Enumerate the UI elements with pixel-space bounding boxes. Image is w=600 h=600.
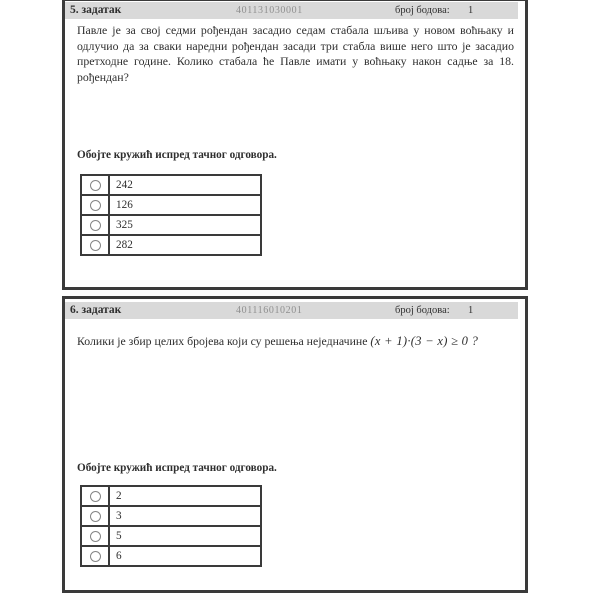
task-6-header — [65, 302, 518, 319]
radio-button[interactable] — [90, 220, 101, 231]
inequality-formula: (x + 1)·(3 − x) ≥ 0 ? — [370, 334, 479, 348]
points-label: број бодова: — [395, 305, 450, 316]
answer-row — [81, 486, 261, 506]
instruction-text: Обојте кружић испред тачног одговора. — [77, 462, 277, 474]
radio-button[interactable] — [90, 180, 101, 191]
answer-option: 325 — [109, 215, 261, 235]
answer-table — [80, 174, 262, 256]
radio-cell — [81, 215, 109, 235]
points-value: 1 — [468, 5, 474, 16]
answer-row — [81, 526, 261, 546]
task-title: 6. задатак — [70, 304, 122, 316]
answer-option: 2 — [109, 486, 261, 506]
answer-table — [80, 485, 262, 567]
answer-option: 6 — [109, 546, 261, 566]
answer-row — [81, 195, 261, 215]
task-5-header — [65, 2, 518, 19]
instruction-text: Обојте кружић испред тачног одговора. — [77, 149, 277, 161]
answer-row — [81, 235, 261, 255]
question-text — [77, 334, 514, 350]
answer-option: 242 — [109, 175, 261, 195]
answer-row — [81, 546, 261, 566]
task-code: 401131030001 — [236, 5, 303, 16]
answer-row — [81, 175, 261, 195]
points-label: број бодова: — [395, 5, 450, 16]
answer-option: 282 — [109, 235, 261, 255]
question-text: Павле је за свој седми рођендан засадио седам стабала шљива у новом воћњаку и одлучио да за сваки наредни рођендан засади три стабла више него што је засадио претходне године. Колико стабала ће Павле имати у воћњаку након садње за 18. рођендан? — [77, 23, 514, 84]
task-title: 5. задатак — [70, 4, 122, 16]
radio-cell — [81, 175, 109, 195]
points-value: 1 — [468, 305, 474, 316]
answer-option: 5 — [109, 526, 261, 546]
task-6-box — [62, 296, 528, 593]
radio-button[interactable] — [90, 511, 101, 522]
radio-cell — [81, 235, 109, 255]
task-5-box — [62, 0, 528, 290]
answer-option: 3 — [109, 506, 261, 526]
radio-cell — [81, 486, 109, 506]
answer-option: 126 — [109, 195, 261, 215]
radio-button[interactable] — [90, 551, 101, 562]
radio-button[interactable] — [90, 531, 101, 542]
radio-button[interactable] — [90, 240, 101, 251]
radio-button[interactable] — [90, 200, 101, 211]
radio-button[interactable] — [90, 491, 101, 502]
task-code: 401116010201 — [236, 305, 303, 316]
radio-cell — [81, 546, 109, 566]
radio-cell — [81, 526, 109, 546]
radio-cell — [81, 506, 109, 526]
radio-cell — [81, 195, 109, 215]
answer-row — [81, 506, 261, 526]
answer-row — [81, 215, 261, 235]
question-text-part: Колики је збир целих бројева који су решења неједначине — [77, 334, 368, 348]
